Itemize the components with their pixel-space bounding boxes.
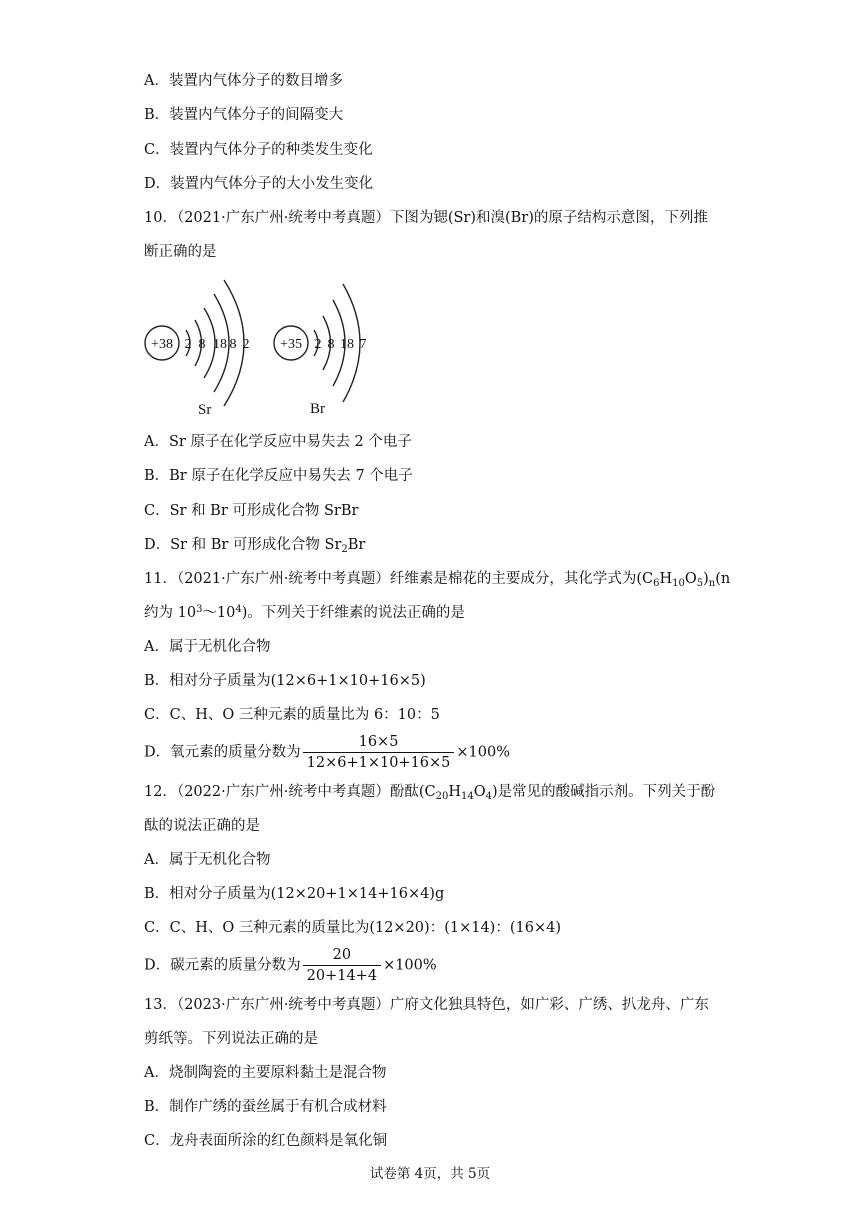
q13-stem-line1: 13．（2023·广东广州·统考中考真题）广府文化独具特色，如广彩、广绣、扒龙舟、广东 bbox=[144, 997, 709, 1013]
q11-option-c: C．C、H、O 三种元素的质量比为 6：10：5 bbox=[144, 707, 440, 723]
q9-option-c: C．装置内气体分子的种类发生变化 bbox=[144, 142, 373, 158]
q10-option-c: C．Sr 和 Br 可形成化合物 SrBr bbox=[144, 503, 359, 519]
q10-option-a: A．Sr 原子在化学反应中易失去 2 个电子 bbox=[144, 434, 412, 450]
q12-fraction-numerator: 20 bbox=[303, 946, 381, 966]
q10-option-d-subscript: 2 bbox=[341, 544, 348, 555]
q11-line2-suffix: )。下列关于纤维素的说法正确的是 bbox=[241, 605, 465, 621]
br-shell-4: 7 bbox=[359, 337, 367, 352]
q11-fraction bbox=[303, 733, 455, 772]
q11-stem-line1 bbox=[144, 569, 730, 589]
br-nucleus-label: +35 bbox=[280, 337, 302, 352]
br-shell-1: 2 bbox=[314, 337, 322, 352]
q11-formula-o: O bbox=[684, 571, 697, 587]
q12-formula-o: O bbox=[473, 784, 486, 800]
q10-stem-line1: 10．（2021·广东广州·统考中考真题）下图为锶(Sr)和溴(Br)的原子结构示意图，下列推 bbox=[144, 210, 708, 226]
q12-fraction-denominator: 20+14+4 bbox=[306, 968, 378, 984]
q12-option-d-suffix: ×100% bbox=[383, 957, 437, 974]
q11-option-a: A．属于无机化合物 bbox=[144, 639, 271, 655]
q11-fraction-numerator: 16×5 bbox=[303, 733, 455, 753]
sr-shell-1: 2 bbox=[184, 337, 192, 352]
q12-stem-line1 bbox=[144, 782, 715, 802]
br-shell-3: 18 bbox=[340, 337, 354, 352]
sr-shell-5: 2 bbox=[242, 337, 250, 352]
br-shell-2: 8 bbox=[327, 337, 335, 352]
q13-option-c: C．龙舟表面所涂的红色颜料是氧化铜 bbox=[144, 1133, 388, 1149]
sr-nucleus-label: +38 bbox=[151, 337, 173, 352]
q11-option-d bbox=[144, 733, 510, 772]
q13-stem-line2: 剪纸等。下列说法正确的是 bbox=[144, 1031, 318, 1047]
q11-formula-o-count: 5 bbox=[696, 578, 704, 589]
q12-stem-suffix: )是常见的酸碱指示剂。下列关于酚 bbox=[491, 784, 716, 800]
q11-line2-prefix: 约为 10 bbox=[144, 605, 197, 621]
q11-formula-c-count: 6 bbox=[653, 578, 660, 589]
q12-formula-o-count: 4 bbox=[485, 791, 492, 802]
q9-option-d: D．装置内气体分子的大小发生变化 bbox=[144, 176, 374, 192]
sr-shell-2: 8 bbox=[198, 337, 206, 352]
q11-option-b: B．相对分子质量为(12×6+1×10+16×5) bbox=[144, 673, 426, 689]
sr-shell-4: 8 bbox=[229, 337, 237, 352]
q11-formula-h: H bbox=[659, 571, 673, 587]
q9-option-a: A．装置内气体分子的数目增多 bbox=[144, 73, 343, 89]
q11-exp2: 4 bbox=[235, 604, 242, 615]
q12-stem-line2: 酞的说法正确的是 bbox=[144, 818, 260, 834]
q9-option-b: B．装置内气体分子的间隔变大 bbox=[144, 107, 344, 123]
q11-fraction-denominator: 12×6+1×10+16×5 bbox=[306, 755, 451, 771]
q13-option-a: A．烧制陶瓷的主要原料黏土是混合物 bbox=[144, 1065, 387, 1081]
q12-formula-h: H bbox=[448, 784, 461, 800]
q10-option-d bbox=[144, 535, 365, 555]
q12-stem-prefix: 12．（2022·广东广州·统考中考真题）酚酞(C bbox=[144, 784, 436, 800]
q11-stem-prefix: 11．（2021·广东广州·统考中考真题）纤维素是棉花的主要成分，其化学式为(C bbox=[144, 571, 654, 587]
q11-formula-n: n bbox=[708, 578, 716, 589]
br-element-label: Br bbox=[310, 401, 325, 417]
q12-option-d-prefix: D．碳元素的质量分数为 bbox=[144, 957, 301, 974]
q11-option-d-suffix: ×100% bbox=[456, 744, 511, 761]
page-footer: 试卷第 4页，共 5页 bbox=[369, 1166, 491, 1182]
atomic-structure-diagram bbox=[140, 270, 380, 422]
q12-formula-c-count: 20 bbox=[435, 791, 449, 802]
q10-option-d-prefix: D．Sr 和 Br 可形成化合物 Sr bbox=[144, 537, 342, 553]
q10-stem-line2: 断正确的是 bbox=[144, 244, 217, 260]
q11-option-d-prefix: D．氧元素的质量分数为 bbox=[144, 744, 301, 761]
q11-tilde: ～10 bbox=[202, 605, 236, 621]
q12-option-b: B．相对分子质量为(12×20+1×14+16×4)g bbox=[144, 886, 445, 902]
q11-exp1: 3 bbox=[196, 604, 203, 615]
q11-stem-line2 bbox=[144, 603, 465, 623]
q12-formula-h-count: 14 bbox=[460, 791, 474, 802]
q12-option-a: A．属于无机化合物 bbox=[144, 852, 271, 868]
q10-option-b: B．Br 原子在化学反应中易失去 7 个电子 bbox=[144, 468, 413, 484]
q12-option-d bbox=[144, 946, 437, 985]
q10-option-d-suffix: Br bbox=[347, 537, 366, 553]
q11-formula-close: ) bbox=[703, 571, 709, 587]
q11-formula-h-count: 10 bbox=[672, 578, 685, 589]
sr-shell-3: 18 bbox=[213, 337, 227, 352]
q12-option-c: C．C、H、O 三种元素的质量比为(12×20)：(1×14)：(16×4) bbox=[144, 920, 561, 936]
q11-formula-n-note: (n bbox=[715, 571, 731, 587]
q13-option-b: B．制作广绣的蚕丝属于有机合成材料 bbox=[144, 1099, 387, 1115]
q12-fraction bbox=[303, 946, 381, 985]
sr-element-label: Sr bbox=[198, 402, 212, 418]
